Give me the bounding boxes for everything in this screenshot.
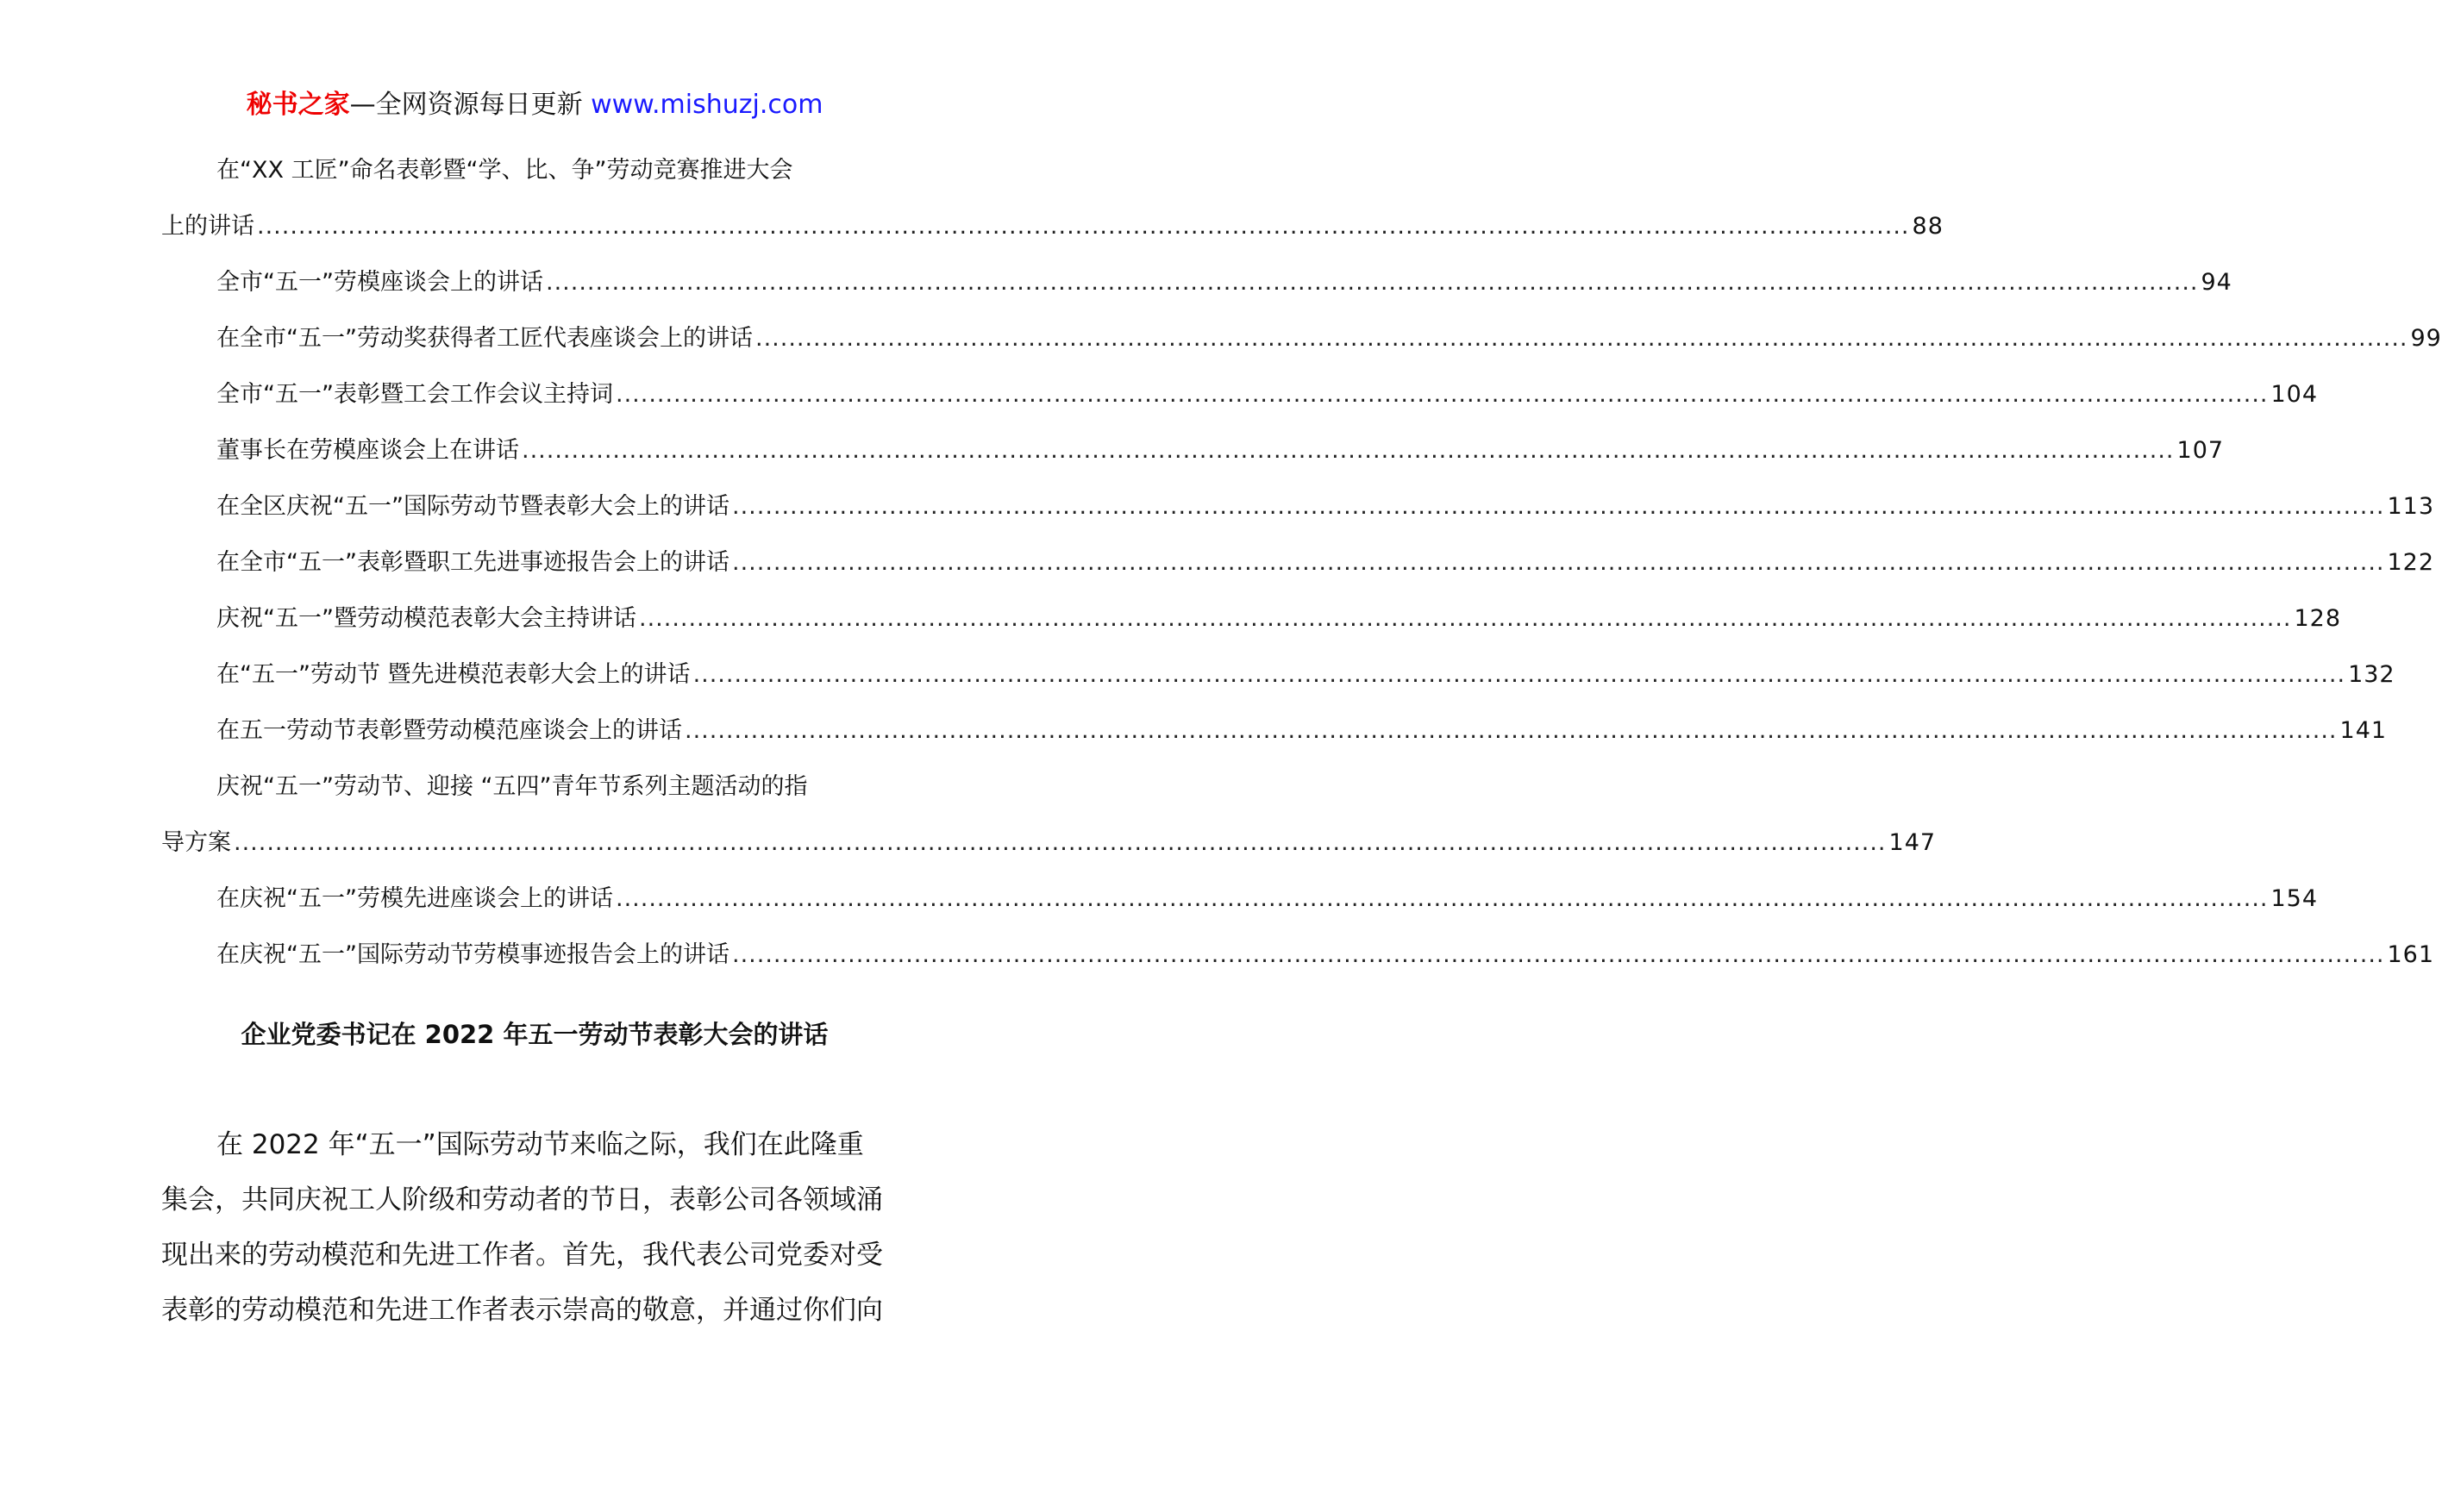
toc-leader-dots: ........................................................................................................................................................................................................ bbox=[731, 549, 2385, 576]
toc-entry[interactable] bbox=[161, 927, 2435, 983]
toc-entry-title: 全市“五一”表彰暨工会工作会议主持词 bbox=[216, 381, 613, 408]
toc-page-number: 104 bbox=[2270, 381, 2319, 408]
toc-entry[interactable] bbox=[161, 310, 2442, 366]
toc-leader-dots: ........................................................................................................................................................................................................ bbox=[545, 269, 2199, 296]
toc-entry[interactable] bbox=[161, 534, 2435, 590]
header-slogan: —全网资源每日更新 bbox=[349, 90, 592, 120]
paragraph-line: 在 2022 年“五一”国际劳动节来临之际，我们在此隆重 bbox=[216, 1129, 864, 1160]
toc-entry[interactable] bbox=[161, 647, 2395, 703]
toc-leader-dots: ........................................................................................................................................................................................................ bbox=[522, 437, 2175, 464]
toc-page-number: 88 bbox=[1912, 213, 1944, 240]
toc-leader-dots: ........................................................................................................................................................................................................ bbox=[692, 661, 2346, 688]
toc-leader-dots: ........................................................................................................................................................................................................ bbox=[615, 885, 2269, 912]
toc-page-number: 128 bbox=[2294, 605, 2342, 632]
toc-entry[interactable] bbox=[161, 254, 2232, 310]
toc-leader-dots: ........................................................................................................................................................................................................ bbox=[685, 717, 2338, 744]
toc-entry-title: 在庆祝“五一”国际劳动节劳模事迹报告会上的讲话 bbox=[216, 941, 729, 968]
toc-page-number: 161 bbox=[2387, 941, 2435, 968]
toc-entry[interactable] bbox=[161, 590, 2342, 647]
toc-leader-dots: ........................................................................................................................................................................................................ bbox=[731, 493, 2385, 520]
toc-entry-title: 在全市“五一”表彰暨职工先进事迹报告会上的讲话 bbox=[216, 549, 729, 576]
toc-entry-title: 全市“五一”劳模座谈会上的讲话 bbox=[216, 269, 543, 296]
paragraph-line: 集会，共同庆祝工人阶级和劳动者的节日，表彰公司各领域涌 bbox=[161, 1184, 883, 1215]
toc-entry-title: 在“XX 工匠”命名表彰暨“学、比、争”劳动竞赛推进大会 bbox=[216, 157, 793, 184]
site-header bbox=[0, 86, 1069, 124]
toc-leader-dots: ........................................................................................................................................................................................................ bbox=[755, 325, 2408, 352]
toc-page-number: 99 bbox=[2410, 325, 2442, 352]
toc-entry[interactable] bbox=[161, 198, 1944, 254]
toc-entry[interactable] bbox=[161, 366, 2319, 422]
toc-page-number: 94 bbox=[2201, 269, 2232, 296]
toc-entry-title-line[interactable] bbox=[161, 759, 908, 815]
toc-page-number: 147 bbox=[1888, 829, 1937, 856]
toc-entry-title: 在庆祝“五一”劳模先进座谈会上的讲话 bbox=[216, 885, 613, 912]
article-heading: 企业党委书记在 2022 年五一劳动节表彰大会的讲话 bbox=[241, 1020, 829, 1049]
toc-entry[interactable] bbox=[161, 871, 2319, 927]
toc-entry[interactable] bbox=[161, 815, 1937, 871]
toc-entry[interactable] bbox=[161, 478, 2435, 534]
toc-entry-title: 在五一劳动节表彰暨劳动模范座谈会上的讲话 bbox=[216, 717, 682, 744]
toc-leader-dots: ........................................................................................................................................................................................................ bbox=[731, 941, 2385, 968]
toc-leader-dots: ........................................................................................................................................................................................................ bbox=[638, 605, 2292, 632]
toc-page-number: 113 bbox=[2387, 493, 2435, 520]
toc-page-number: 122 bbox=[2387, 549, 2435, 576]
toc-entry-title: 在全市“五一”劳动奖获得者工匠代表座谈会上的讲话 bbox=[216, 325, 753, 352]
toc-leader-dots: ........................................................................................................................................................................................................ bbox=[257, 213, 1910, 240]
toc-page-number: 154 bbox=[2270, 885, 2319, 912]
toc-page-number: 141 bbox=[2339, 717, 2388, 744]
toc-entry-title: 在“五一”劳动节 暨先进模范表彰大会上的讲话 bbox=[216, 661, 691, 688]
paragraph-line: 现出来的劳动模范和先进工作者。首先，我代表公司党委对受 bbox=[161, 1240, 883, 1271]
article-body bbox=[161, 1117, 908, 1338]
toc-entry-title-cont: 导方案 bbox=[161, 829, 231, 856]
toc-entry-title-cont: 上的讲话 bbox=[161, 213, 254, 240]
site-url[interactable]: www.mishuzj.com bbox=[591, 90, 823, 120]
brand-name: 秘书之家 bbox=[246, 90, 350, 120]
toc-entry-title: 庆祝“五一”劳动节、迎接 “五四”青年节系列主题活动的指 bbox=[216, 773, 808, 800]
toc-entry-title: 在全区庆祝“五一”国际劳动节暨表彰大会上的讲话 bbox=[216, 493, 729, 520]
toc-entry-title: 庆祝“五一”暨劳动模范表彰大会主持讲话 bbox=[216, 605, 636, 632]
toc-page-number: 132 bbox=[2348, 661, 2395, 688]
paragraph-line: 表彰的劳动模范和先进工作者表示崇高的敬意，并通过你们向 bbox=[161, 1295, 883, 1326]
toc-leader-dots: ........................................................................................................................................................................................................ bbox=[234, 829, 1887, 856]
toc-entry[interactable] bbox=[161, 422, 2225, 478]
toc-page-number: 107 bbox=[2176, 437, 2225, 464]
toc-entry-title: 董事长在劳模座谈会上在讲话 bbox=[216, 437, 519, 464]
toc-entry-title-line[interactable] bbox=[161, 142, 908, 198]
toc-entry[interactable] bbox=[161, 703, 2388, 759]
table-of-contents bbox=[161, 142, 2442, 983]
toc-leader-dots: ........................................................................................................................................................................................................ bbox=[615, 381, 2269, 408]
